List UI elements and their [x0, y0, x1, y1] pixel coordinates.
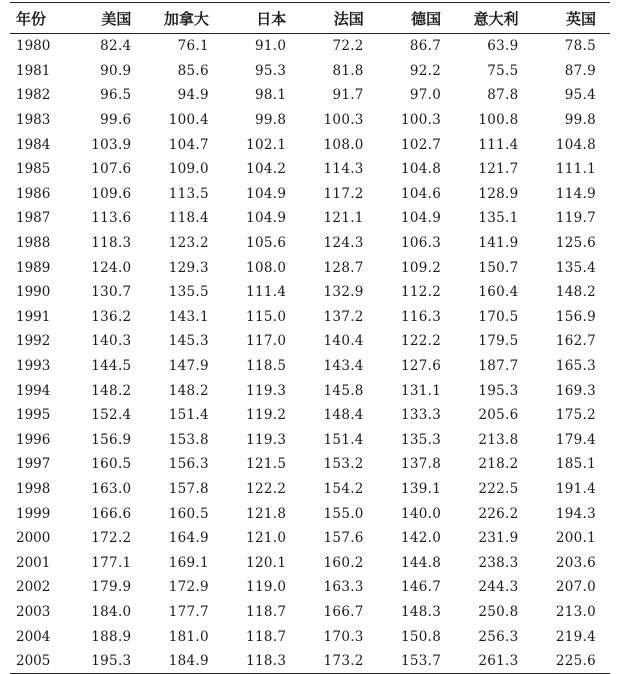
cell-usa: 136.2 [91, 308, 132, 325]
header-germany: 德国 [378, 3, 455, 34]
table-row [10, 280, 610, 305]
header-usa: 美国 [68, 3, 145, 34]
cell-germany: 148.3 [400, 603, 442, 620]
cell-uk: 95.4 [564, 87, 596, 104]
cell-year: 1999 [16, 505, 51, 522]
cell-japan: 95.3 [255, 62, 287, 79]
cell-usa: 152.4 [91, 407, 132, 424]
cell-usa: 156.9 [91, 431, 132, 448]
cell-germany: 86.7 [409, 38, 442, 55]
cell-uk: 125.6 [555, 235, 596, 252]
cell-italy: 179.5 [478, 333, 519, 350]
table-row [10, 550, 610, 575]
cell-japan: 119.0 [246, 579, 287, 596]
cell-year: 1984 [16, 136, 51, 153]
header-italy: 意大利 [455, 3, 532, 34]
cell-usa: 177.1 [91, 554, 132, 571]
table-row [10, 59, 610, 84]
cell-japan: 117.0 [246, 333, 287, 350]
cell-canada: 94.9 [177, 87, 209, 104]
cell-germany: 142.0 [400, 530, 442, 547]
table-row [10, 575, 610, 600]
cell-usa: 96.5 [100, 87, 132, 104]
cell-japan: 104.9 [246, 210, 287, 227]
cell-uk: 213.0 [555, 603, 596, 620]
cell-year: 1997 [16, 456, 51, 473]
cell-year: 2002 [16, 579, 51, 596]
table-row [10, 231, 610, 256]
cell-italy: 256.3 [478, 628, 519, 645]
cell-canada: 148.2 [168, 382, 209, 399]
cell-canada: 156.3 [168, 456, 209, 473]
table-body [10, 34, 610, 674]
cell-italy: 213.8 [478, 431, 519, 448]
table-row [10, 624, 610, 649]
cell-japan: 104.2 [246, 161, 287, 178]
cell-germany: 109.2 [400, 259, 442, 276]
cell-canada: 135.5 [168, 284, 209, 301]
cell-italy: 135.1 [478, 210, 519, 227]
cell-italy: 222.5 [478, 480, 519, 497]
header-france: 法国 [300, 3, 377, 34]
cell-germany: 104.9 [400, 210, 442, 227]
cell-year: 1980 [16, 38, 51, 55]
cell-germany: 135.3 [400, 431, 442, 448]
cell-canada: 113.5 [168, 185, 209, 202]
cell-italy: 218.2 [478, 456, 519, 473]
table-row [10, 501, 610, 526]
cell-year: 1993 [16, 358, 51, 375]
cell-uk: 162.7 [555, 333, 596, 350]
cell-usa: 90.9 [100, 62, 132, 79]
cell-japan: 105.6 [246, 235, 287, 252]
cell-canada: 151.4 [168, 407, 209, 424]
cell-usa: 124.0 [91, 259, 132, 276]
cell-germany: 133.3 [400, 407, 442, 424]
cell-japan: 104.9 [246, 185, 287, 202]
cell-canada: 123.2 [168, 235, 209, 252]
cell-france: 160.2 [323, 554, 364, 571]
cell-france: 153.2 [323, 456, 364, 473]
cell-italy: 250.8 [478, 603, 519, 620]
cell-uk: 119.7 [555, 210, 596, 227]
cell-italy: 226.2 [478, 505, 519, 522]
cell-france: 117.2 [323, 185, 364, 202]
cell-italy: 238.3 [478, 554, 519, 571]
cell-germany: 92.2 [409, 62, 442, 79]
cell-france: 163.3 [323, 579, 364, 596]
cell-france: 166.7 [323, 603, 364, 620]
cell-uk: 207.0 [555, 579, 596, 596]
cell-year: 1990 [16, 284, 51, 301]
cell-japan: 102.1 [246, 136, 287, 153]
cell-canada: 160.5 [168, 505, 209, 522]
header-year: 年份 [10, 3, 68, 34]
cell-year: 1994 [16, 382, 51, 399]
cell-germany: 100.3 [400, 112, 442, 129]
cell-usa: 166.6 [91, 505, 132, 522]
cell-germany: 131.1 [400, 382, 442, 399]
table-row [10, 83, 610, 108]
cell-canada: 76.1 [177, 38, 209, 55]
cell-france: 128.7 [323, 259, 364, 276]
cell-canada: 143.1 [168, 308, 209, 325]
cell-usa: 113.6 [91, 210, 132, 227]
cell-usa: 130.7 [91, 284, 132, 301]
cell-france: 72.2 [332, 38, 364, 55]
cell-japan: 122.2 [246, 480, 287, 497]
cell-uk: 225.6 [533, 649, 610, 674]
cell-uk: 191.4 [555, 480, 596, 497]
cell-uk: 200.1 [555, 530, 596, 547]
cell-germany: 146.7 [400, 579, 442, 596]
cell-uk: 135.4 [555, 259, 596, 276]
cell-usa: 140.3 [91, 333, 132, 350]
table-row [10, 452, 610, 477]
cell-canada: 118.4 [168, 210, 209, 227]
cell-italy: 128.9 [478, 185, 519, 202]
cell-france: 143.4 [323, 358, 364, 375]
cell-usa: 109.6 [91, 185, 132, 202]
cell-uk: 111.1 [555, 161, 596, 178]
cell-canada: 169.1 [168, 554, 209, 571]
cell-year: 2003 [16, 603, 51, 620]
cell-germany: 122.2 [400, 333, 442, 350]
cell-france: 173.2 [300, 649, 377, 674]
cell-germany: 97.0 [409, 87, 442, 104]
cell-france: 108.0 [323, 136, 364, 153]
cell-germany: 137.8 [400, 456, 442, 473]
cell-italy: 244.3 [478, 579, 519, 596]
cell-canada: 145.3 [168, 333, 209, 350]
table-row [10, 403, 610, 428]
cell-year: 2005 [10, 649, 68, 674]
table-row [10, 600, 610, 625]
header-uk: 英国 [533, 3, 610, 34]
cell-canada: 181.0 [168, 628, 209, 645]
header-canada: 加拿大 [145, 3, 222, 34]
cell-uk: 78.5 [564, 38, 596, 55]
table-row [10, 108, 610, 133]
table-row [10, 477, 610, 502]
cell-uk: 194.3 [555, 505, 596, 522]
table-row [10, 34, 610, 59]
cell-germany: 153.7 [378, 649, 455, 674]
cell-italy: 261.3 [455, 649, 532, 674]
table-row [10, 157, 610, 182]
cell-year: 2000 [16, 530, 51, 547]
cell-france: 157.6 [323, 530, 364, 547]
cell-italy: 170.5 [478, 308, 519, 325]
cell-uk: 179.4 [555, 431, 596, 448]
cell-france: 91.7 [332, 87, 364, 104]
cell-italy: 111.4 [478, 136, 519, 153]
cell-japan: 121.5 [246, 456, 287, 473]
cell-germany: 150.8 [400, 628, 442, 645]
cell-italy: 63.9 [487, 38, 519, 55]
data-table [10, 2, 610, 674]
cell-usa: 148.2 [91, 382, 132, 399]
table-row [10, 305, 610, 330]
table-row [10, 378, 610, 403]
cell-japan: 108.0 [246, 259, 287, 276]
cell-japan: 98.1 [255, 87, 287, 104]
cell-uk: 185.1 [555, 456, 596, 473]
cell-usa: 160.5 [91, 456, 132, 473]
cell-canada: 104.7 [168, 136, 209, 153]
table-row [10, 329, 610, 354]
cell-japan: 121.8 [246, 505, 287, 522]
cell-uk: 87.9 [564, 62, 596, 79]
cell-france: 137.2 [323, 308, 364, 325]
cell-italy: 87.8 [487, 87, 519, 104]
cell-uk: 114.9 [555, 185, 596, 202]
table-row [10, 132, 610, 157]
table-row [10, 255, 610, 280]
cell-italy: 121.7 [478, 161, 519, 178]
cell-france: 81.8 [332, 62, 364, 79]
table-row [10, 354, 610, 379]
cell-year: 1992 [16, 333, 51, 350]
cell-uk: 175.2 [555, 407, 596, 424]
cell-canada: 177.7 [168, 603, 209, 620]
cell-year: 1981 [16, 62, 51, 79]
cell-year: 1991 [16, 308, 51, 325]
table-row [10, 182, 610, 207]
cell-year: 1995 [16, 407, 51, 424]
cell-usa: 179.9 [91, 579, 132, 596]
cell-italy: 75.5 [487, 62, 519, 79]
cell-usa: 163.0 [91, 480, 132, 497]
cell-uk: 99.8 [564, 112, 596, 129]
cell-usa: 107.6 [91, 161, 132, 178]
cell-japan: 121.0 [246, 530, 287, 547]
cell-japan: 119.2 [246, 407, 287, 424]
cell-italy: 231.9 [478, 530, 519, 547]
cell-japan: 119.3 [246, 382, 287, 399]
cell-italy: 141.9 [478, 235, 519, 252]
cell-japan: 115.0 [246, 308, 287, 325]
cell-italy: 195.3 [478, 382, 519, 399]
cell-uk: 104.8 [555, 136, 596, 153]
cell-japan: 111.4 [246, 284, 287, 301]
cell-france: 140.4 [323, 333, 364, 350]
cell-germany: 140.0 [400, 505, 442, 522]
cell-france: 145.8 [323, 382, 364, 399]
table-row [10, 526, 610, 551]
cell-france: 155.0 [323, 505, 364, 522]
cell-france: 121.1 [323, 210, 364, 227]
cell-japan: 120.1 [246, 554, 287, 571]
cell-uk: 156.9 [555, 308, 596, 325]
cell-japan: 118.5 [246, 358, 287, 375]
cell-canada: 109.0 [168, 161, 209, 178]
cell-france: 170.3 [323, 628, 364, 645]
cell-usa: 118.3 [91, 235, 132, 252]
cell-japan: 118.7 [246, 603, 287, 620]
header-japan: 日本 [223, 3, 300, 34]
cell-uk: 165.3 [555, 358, 596, 375]
cell-usa: 188.9 [91, 628, 132, 645]
cell-france: 100.3 [323, 112, 364, 129]
cell-usa: 99.6 [100, 112, 132, 129]
cell-france: 132.9 [323, 284, 364, 301]
cell-usa: 172.2 [91, 530, 132, 547]
cell-year: 1987 [16, 210, 51, 227]
cell-canada: 153.8 [168, 431, 209, 448]
cell-germany: 112.2 [400, 284, 442, 301]
cell-germany: 106.3 [400, 235, 442, 252]
cell-italy: 150.7 [478, 259, 519, 276]
cell-canada: 129.3 [168, 259, 209, 276]
cell-japan: 118.3 [223, 649, 300, 674]
cell-italy: 100.8 [478, 112, 519, 129]
cell-year: 1983 [16, 112, 51, 129]
cell-japan: 119.3 [246, 431, 287, 448]
cell-italy: 187.7 [478, 358, 519, 375]
cell-year: 1998 [16, 480, 51, 497]
cell-usa: 195.3 [68, 649, 145, 674]
cell-canada: 184.9 [145, 649, 222, 674]
cell-year: 1988 [16, 235, 51, 252]
cell-canada: 147.9 [168, 358, 209, 375]
cell-year: 1985 [16, 161, 51, 178]
table-row [10, 428, 610, 453]
cell-year: 2004 [16, 628, 51, 645]
cell-uk: 203.6 [555, 554, 596, 571]
cell-uk: 169.3 [555, 382, 596, 399]
cell-year: 2001 [16, 554, 51, 571]
cell-germany: 116.3 [400, 308, 442, 325]
table-row [10, 649, 610, 674]
cell-france: 154.2 [323, 480, 364, 497]
cell-germany: 104.6 [400, 185, 442, 202]
cell-france: 124.3 [323, 235, 364, 252]
cell-usa: 103.9 [91, 136, 132, 153]
cell-japan: 118.7 [246, 628, 287, 645]
table-header-row [10, 3, 610, 34]
cell-france: 148.4 [323, 407, 364, 424]
cell-uk: 219.4 [555, 628, 596, 645]
cell-canada: 100.4 [168, 112, 209, 129]
cell-germany: 144.8 [400, 554, 442, 571]
cell-usa: 144.5 [91, 358, 132, 375]
cell-germany: 139.1 [400, 480, 442, 497]
cell-usa: 82.4 [100, 38, 132, 55]
cell-germany: 127.6 [400, 358, 442, 375]
cell-year: 1989 [16, 259, 51, 276]
cell-france: 114.3 [323, 161, 364, 178]
cell-canada: 164.9 [168, 530, 209, 547]
cell-germany: 104.8 [400, 161, 442, 178]
cell-canada: 85.6 [177, 62, 209, 79]
cell-uk: 148.2 [555, 284, 596, 301]
cell-japan: 91.0 [255, 38, 287, 55]
cell-germany: 102.7 [400, 136, 442, 153]
cell-italy: 160.4 [478, 284, 519, 301]
cell-year: 1996 [16, 431, 51, 448]
cell-canada: 172.9 [168, 579, 209, 596]
cell-year: 1986 [16, 185, 51, 202]
cell-france: 151.4 [323, 431, 364, 448]
cell-canada: 157.8 [168, 480, 209, 497]
cell-usa: 184.0 [91, 603, 132, 620]
cell-year: 1982 [16, 87, 51, 104]
cell-japan: 99.8 [255, 112, 287, 129]
cell-italy: 205.6 [478, 407, 519, 424]
table-row [10, 206, 610, 231]
